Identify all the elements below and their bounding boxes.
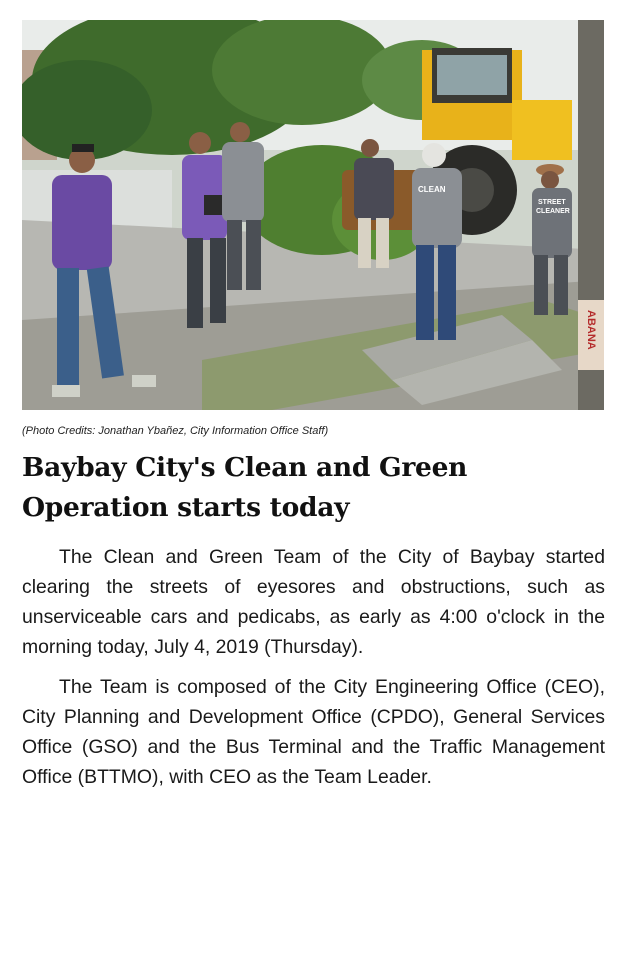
vest-text: CLEAN [418,185,446,194]
article-body [22,542,605,802]
paragraph: The Clean and Green Team of the City of Baybay started clearing the streets of eyesores and obstructions, such as unserviceable cars and pedicabs, as early as 4:00 o'clock in the morning today, July 4, 2019 (Thursday). [22,546,605,658]
vest-text: CLEANER [536,208,570,215]
headline-line: Operation starts today [22,492,350,523]
pole-sign-text: ABANA [585,310,597,350]
photo-credit: (Photo Credits: Jonathan Ybañez, City Information Office Staff) [22,425,329,437]
news-photo [22,20,604,410]
vest-text: STREET [538,199,566,206]
headline-line: Baybay City's Clean and Green [22,452,468,483]
paragraph: The Team is composed of the City Engineering Office (CEO), City Planning and Development Office (CPDO), General Services Office (GSO) and the Bus Terminal and the Traffic Management Office (BTTMO), with CEO as the Team Leader. [22,676,605,788]
article-headline [22,448,582,528]
